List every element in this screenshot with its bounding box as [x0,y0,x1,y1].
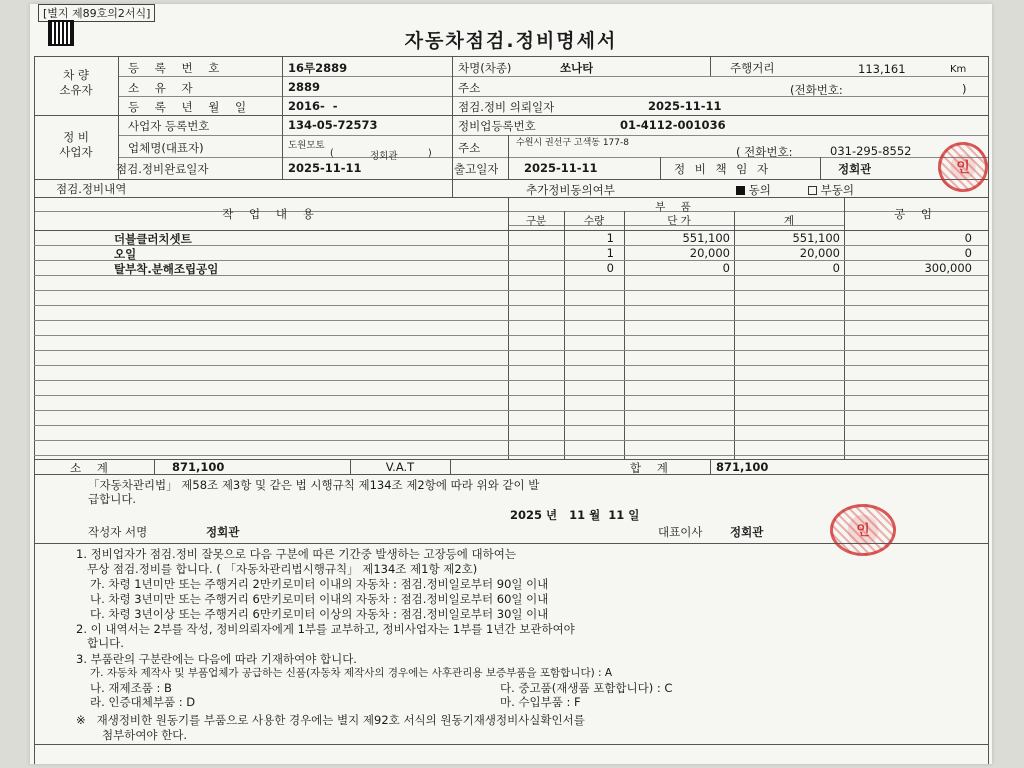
table-row-line [34,455,988,456]
row-amount: 0 [832,261,840,275]
note-3-e: 마. 수입부품 : F [500,695,581,709]
row-unit: 551,100 [682,231,730,245]
request-date-value: 2025-11-11 [648,99,722,113]
document-title: 자동차점검.정비명세서 [404,30,618,52]
subtotal-label: 소 계 [70,461,114,475]
owner-phone-label: (전화번호: [790,83,843,97]
manager-label: 정 비 책 임 자 [674,162,772,176]
statement-line-1: 「자동차관리법」 제58조 제3항 및 같은 법 시행규칙 제134조 제2항에 따라 위와 같이 발 [88,478,540,492]
col-qty-header: 수량 [583,215,605,227]
representative-seal-stamp: 인 [830,504,896,556]
model-label: 차명(차종) [458,61,512,75]
note-remark-cont: 첨부하여야 한다. [102,728,188,742]
col-type-header: 구분 [525,215,547,227]
table-row-line [34,395,988,396]
table-row-line [34,440,988,441]
business-seal-stamp: 인 [938,142,988,192]
details-label: 점검.정비내역 [56,182,127,196]
consent-agree: 동의 [736,182,771,198]
owner-value: 2889 [288,80,321,94]
reg-no-label: 등 록 번 호 [128,61,226,75]
ceo-value: 정회관 [730,525,764,539]
vehicle-section-label: 차 량 소유자 [59,68,93,97]
total-label: 합 계 [630,461,674,475]
biz-phone-value: 031-295-8552 [830,144,912,158]
row-labor: 300,000 [924,261,972,275]
table-row-line [34,425,988,426]
note-3: 3. 부품란의 구분란에는 다음에 따라 기재하여야 합니다. [76,652,357,666]
table-row-line [34,410,988,411]
total-value: 871,100 [716,460,769,474]
company-label: 업체명(대표자) [128,141,204,155]
owner-address-label: 주소 [458,81,481,95]
agree-checkbox-icon [736,186,745,195]
writer-value: 정회관 [206,525,240,539]
row-qty: 1 [606,231,614,245]
mileage-label: 주행거리 [730,61,775,75]
form-number: [별지 제89호의2서식] [38,4,155,22]
rep-value: 정회관 [370,151,398,162]
writer-label: 작성자 서명 [88,525,148,539]
note-2: 2. 이 내역서는 2부를 작성, 정비의뢰자에게 1부를 교부하고, 정비사업자는 1부를 1년간 보관하여야 [76,622,575,636]
completion-value: 2025-11-11 [288,161,362,175]
note-3-b: 나. 재제조품 : B [90,681,172,695]
note-1-b: 나. 차령 3년미만 또는 주행거리 6만키로미터 이내의 자동차 : 점검.정비일로부터 60일 이내 [90,592,549,606]
note-2-cont: 합니다. [76,636,124,650]
note-1-c: 다. 차령 3년이상 또는 주행거리 6만키로미터 이상의 자동차 : 점검.정비일로부터 30일 이내 [90,607,549,621]
row-qty: 0 [606,261,614,275]
biz-no-label: 사업자 등록번호 [128,119,210,133]
release-value: 2025-11-11 [524,161,598,175]
rep-open: ( [330,148,334,159]
statement-line-2: 급합니다. [88,492,137,506]
row-work: 더블클러치셋트 [114,232,192,246]
note-3-c: 다. 중고품(재생품 포함합니다) : C [500,681,673,695]
row-work: 탈부착.분해조립공임 [114,262,219,276]
license-value: 01-4112-001036 [620,118,726,132]
row-unit: 20,000 [689,246,730,260]
biz-address-value: 수원시 권선구 고색동 177-8 [516,138,629,148]
row-unit: 0 [722,261,730,275]
work-header: 작 업 내 용 [222,207,320,221]
col-unit-header: 단 가 [667,215,691,227]
table-row-line [34,365,988,366]
license-label: 정비업등록번호 [458,119,536,133]
row-amount: 20,000 [799,246,840,260]
mileage-value: 113,161 [858,62,906,76]
rep-close: ) [428,148,432,159]
owner-phone-close: ) [962,82,967,96]
row-qty: 1 [606,246,614,260]
note-1: 1. 정비업자가 점검.정비 잘못으로 다음 구분에 따른 기간중 발생하는 고장등에 대하여는 [76,547,516,561]
note-3-d: 라. 인증대체부품 : D [90,695,196,709]
reg-no-value: 16루2889 [288,61,348,75]
document-page [30,4,992,764]
consent-disagree: 부동의 [808,182,854,198]
business-section-label: 정 비 사업자 [59,130,93,159]
table-row-line [34,335,988,336]
table-row-line [34,320,988,321]
vat-label: V.A.T [385,460,415,474]
row-work: 오일 [114,247,137,261]
completion-label: 점검.정비완료일자 [116,162,209,176]
table-row-line [34,380,988,381]
table-row-line [34,350,988,351]
biz-phone-label: ( 전화번호: [736,145,793,159]
statement-date: 2025 년 11 월 11 일 [510,508,640,522]
biz-address-label: 주소 [458,141,481,155]
note-1-a: 가. 차령 1년미만 또는 주행거리 2만키로미터 이내의 자동차 : 점검.정비일로부터 90일 이내 [90,577,549,591]
table-row-line [34,290,988,291]
request-date-label: 점검.정비 의뢰일자 [458,100,555,114]
owner-label: 소 유 자 [128,81,199,95]
note-1-cont: 무상 점검.정비를 합니다. ( 「자동차관리법시행규칙」 제134조 제1항 제2호) [76,562,478,576]
row-labor: 0 [964,246,972,260]
consent-label: 추가정비동의여부 [526,183,615,197]
note-remark: ※ 재생정비한 원동기를 부품으로 사용한 경우에는 별지 제92호 서식의 원동기재생정비사실확인서를 [76,713,585,727]
manager-value: 정회관 [838,162,872,176]
note-3-a: 가. 자동차 제작사 및 부품업체가 공급하는 신품(자동차 제작사의 경우에는 사후관리용 보증부품을 포함합니다) : A [90,667,613,679]
mileage-unit: Km [950,64,967,75]
col-amount-header: 계 [783,215,795,227]
company-value: 도원모토 [288,140,325,151]
biz-no-value: 134-05-72573 [288,118,378,132]
ceo-label: 대표이사 [658,525,703,539]
disagree-checkbox-icon [808,186,817,195]
reg-year-label: 등 록 년 월 일 [128,100,253,114]
labor-header: 공 임 [894,207,938,221]
row-labor: 0 [964,231,972,245]
table-row-line [34,305,988,306]
reg-year-value: 2016- - [288,99,338,113]
row-amount: 551,100 [792,231,840,245]
model-value: 쏘나타 [560,61,594,75]
release-label: 출고일자 [454,162,499,176]
subtotal-value: 871,100 [172,460,225,474]
parts-header: 부 품 [655,201,697,213]
